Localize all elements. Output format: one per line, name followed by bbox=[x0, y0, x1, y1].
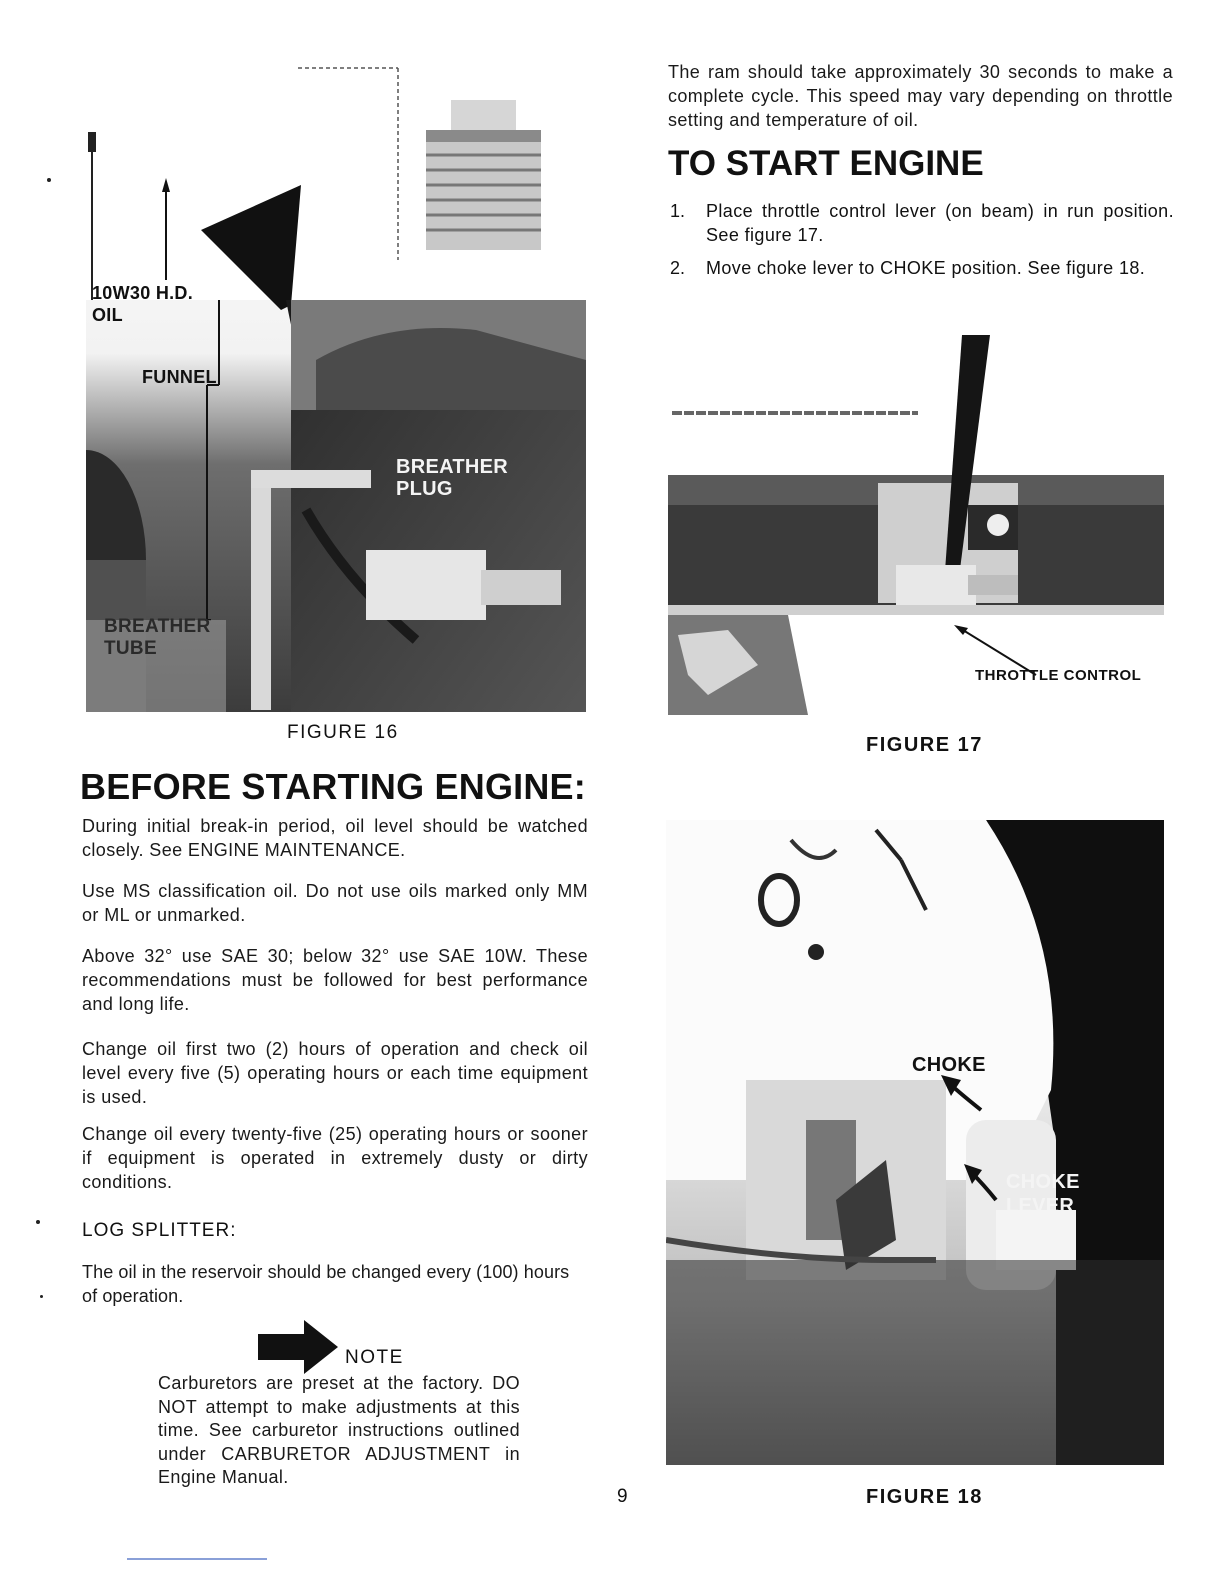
choke-label: CHOKE bbox=[912, 1054, 986, 1076]
before-starting-heading: BEFORE STARTING ENGINE: bbox=[80, 766, 586, 807]
figure-18-caption: FIGURE 18 bbox=[866, 1486, 983, 1508]
oil-label: 10W30 H.D. OIL bbox=[92, 283, 194, 325]
choke-lever-label: CHOKE LEVER bbox=[1006, 1171, 1080, 1217]
oil-change-interval-paragraph: Change oil every twenty-five (25) operating hours or sooner if equipment is operated in extremely dusty or dirty conditions. bbox=[82, 1124, 588, 1192]
figure-18-illustration bbox=[666, 820, 1164, 1465]
funnel-label: FUNNEL bbox=[142, 367, 217, 387]
margin-mark bbox=[40, 1295, 43, 1298]
sae-paragraph: Above 32° use SAE 30; below 32° use SAE 10W. These recommendations must be followed for best performance and long life. bbox=[82, 946, 588, 1014]
log-splitter-heading: LOG SPLITTER: bbox=[82, 1220, 237, 1241]
margin-mark bbox=[47, 178, 51, 182]
figure-16-caption: FIGURE 16 bbox=[287, 722, 399, 743]
figure-17-caption: FIGURE 17 bbox=[866, 734, 983, 756]
note-arrow-icon bbox=[258, 1320, 338, 1374]
to-start-engine-heading: TO START ENGINE bbox=[668, 144, 984, 183]
note-text: Carburetors are preset at the factory. DO NOT attempt to make adjustments at this time. See carburetor instructions outlined under CARBURETOR ADJUSTMENT in Engine Manual. bbox=[158, 1373, 520, 1487]
breather-tube-label: BREATHER TUBE bbox=[104, 616, 211, 659]
figure-17-photo bbox=[668, 335, 1164, 715]
breather-plug-label: BREATHER PLUG bbox=[396, 456, 509, 500]
note-label: NOTE bbox=[345, 1347, 404, 1368]
break-in-paragraph: During initial break-in period, oil level should be watched closely. See ENGINE MAINTENANCE. bbox=[82, 816, 588, 860]
figure-18-photo bbox=[666, 820, 1164, 1465]
step-1-number: 1. bbox=[670, 201, 686, 221]
log-splitter-paragraph: The oil in the reservoir should be changed every (100) hours of operation. bbox=[82, 1262, 570, 1306]
step-2-number: 2. bbox=[670, 258, 686, 278]
figure-17-illustration bbox=[668, 335, 1164, 715]
margin-mark bbox=[36, 1220, 40, 1224]
page-number: 9 bbox=[617, 1486, 628, 1507]
step-1-text: Place throttle control lever (on beam) in run position. See figure 17. bbox=[706, 201, 1174, 245]
throttle-control-label: THROTTLE CONTROL bbox=[975, 667, 1142, 684]
oil-classification-paragraph: Use MS classification oil. Do not use oils marked only MM or ML or unmarked. bbox=[82, 881, 588, 925]
figure-16-photo bbox=[86, 60, 586, 712]
oil-change-first-paragraph: Change oil first two (2) hours of operation and check oil level every five (5) operating hours or each time equipment is used. bbox=[82, 1039, 588, 1107]
ram-cycle-paragraph: The ram should take approximately 30 seconds to make a complete cycle. This speed may vary depending on throttle setting and temperature of oil. bbox=[668, 62, 1173, 130]
footer-rule bbox=[127, 1558, 267, 1560]
step-2-text: Move choke lever to CHOKE position. See figure 18. bbox=[706, 258, 1146, 278]
